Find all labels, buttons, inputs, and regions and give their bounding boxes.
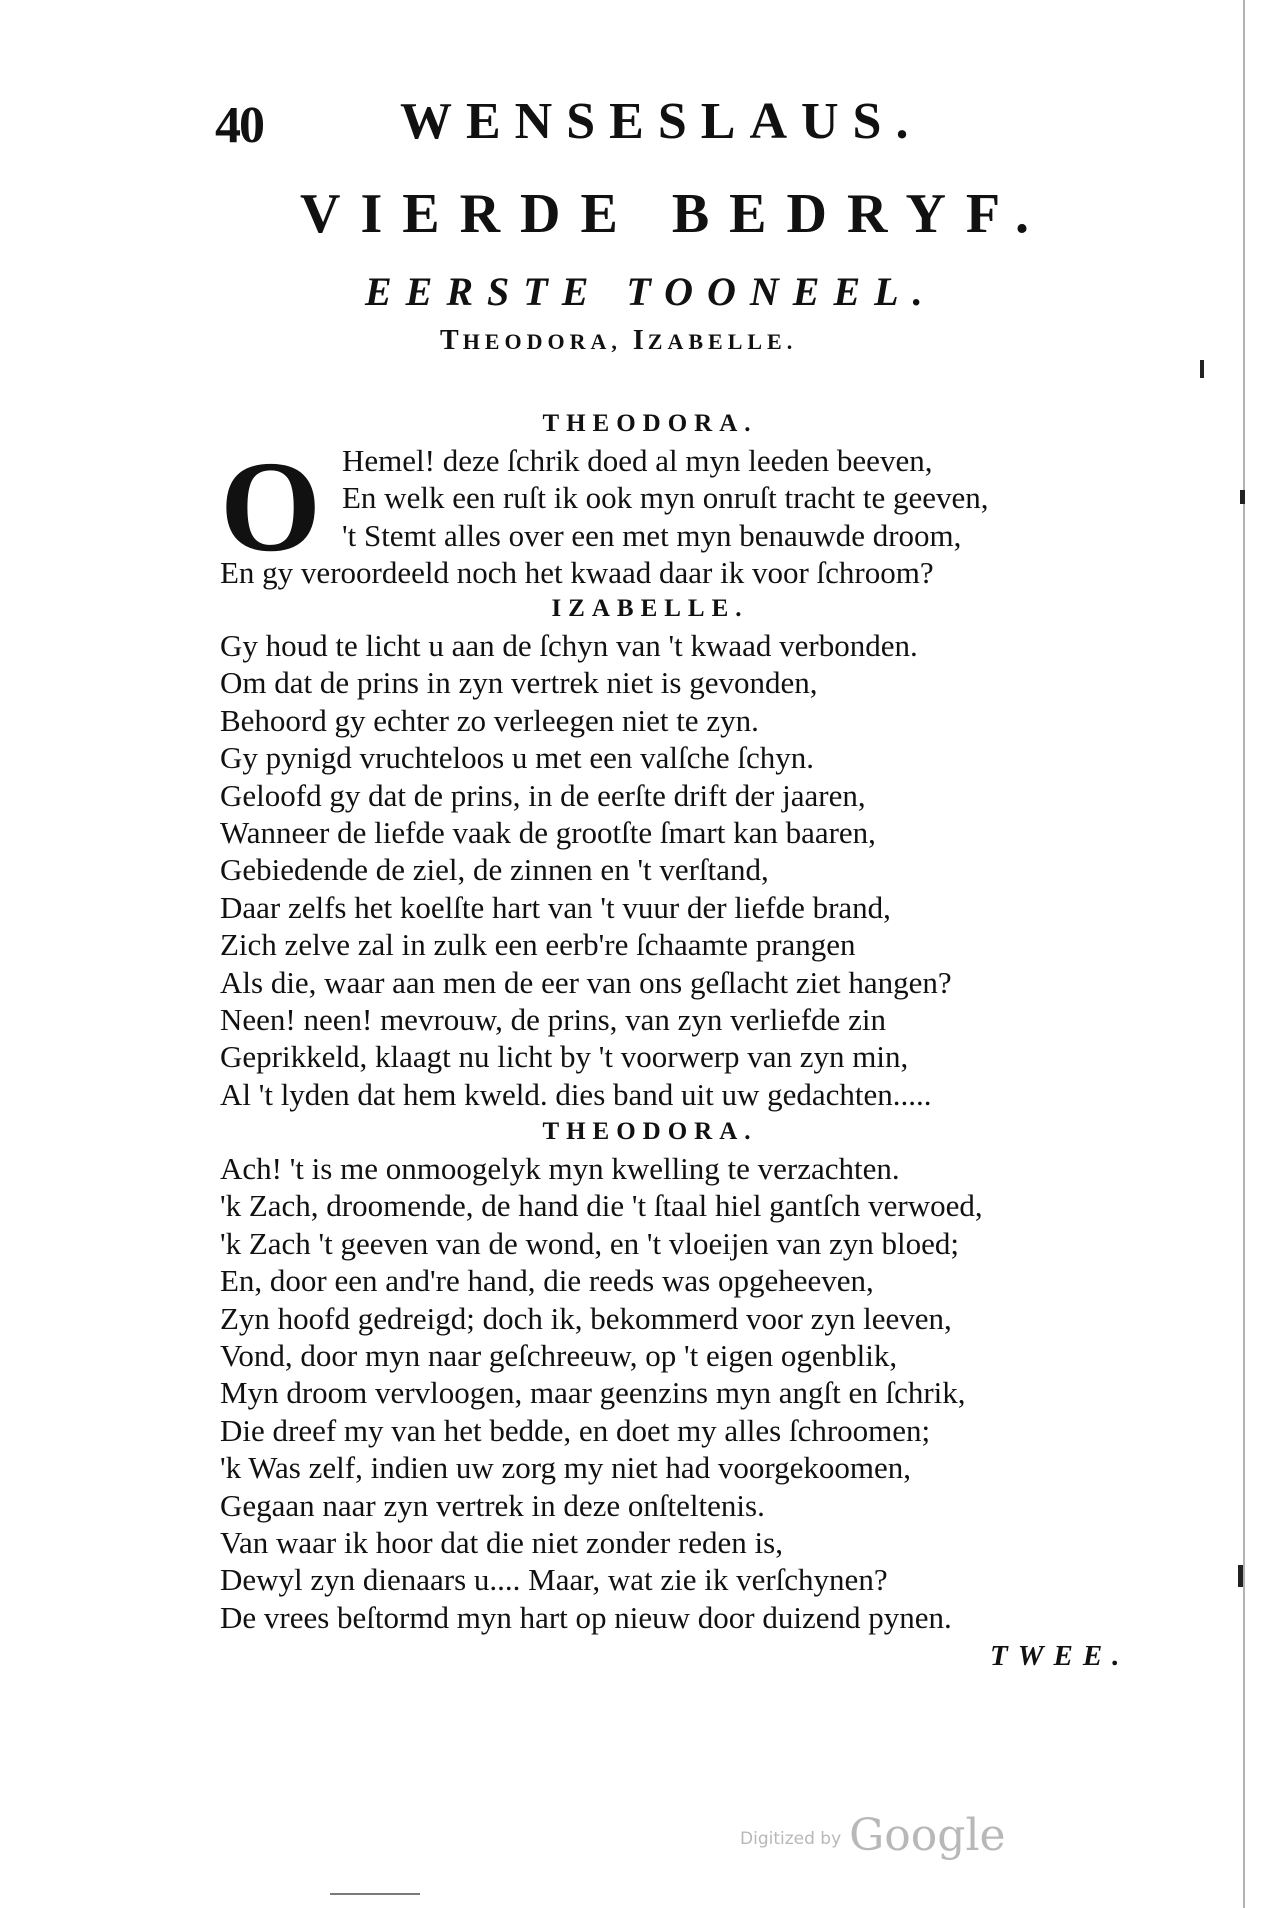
speech-theodora-1 [220, 406, 1180, 592]
verse-line: De vrees beſtormd myn hart op nieuw door duizend pynen. [220, 1599, 952, 1635]
catchword: TWEE. [990, 1640, 1130, 1672]
watermark-brand: Google [849, 1810, 1006, 1861]
verse-line: Neen! neen! mevrouw, de prins, van zyn verliefde zin [220, 1002, 886, 1038]
verse-line: Zyn hoofd gedreigd; doch ik, bekommerd voor zyn leeven, [220, 1300, 952, 1336]
act-title: VIERDE BEDRYF. [300, 183, 1049, 245]
verse-line: Wanneer de liefde vaak de grootſte ſmart kan baaren, [220, 815, 876, 851]
speech-izabelle [220, 591, 1180, 1113]
verse-line: 't Stemt alles over een met myn benauwde droom, [342, 517, 962, 553]
speaker-name: THEODORA. [542, 410, 758, 437]
verse-line: Vond, door myn naar geſchreeuw, op 't eigen ogenblik, [220, 1338, 898, 1374]
speaker-name: IZABELLE. [551, 595, 749, 622]
verse-line: Myn droom vervloogen, maar geenzins myn angſt en ſchrik, [220, 1375, 966, 1411]
speech-theodora-2 [220, 1114, 1180, 1636]
verse-line: Om dat de prins in zyn vertrek niet is gevonden, [220, 665, 818, 701]
verse-line: Geloofd gy dat de prins, in de eerſte drift der jaaren, [220, 777, 866, 813]
verse-line: Daar zelfs het koelſte hart van 't vuur der liefde brand, [220, 889, 891, 925]
margin-speck [1238, 1565, 1243, 1587]
cast-name-b: ZABELLE. [647, 329, 798, 354]
verse-line: En gy veroordeeld noch het kwaad daar ik voor ſchroom? [220, 555, 934, 591]
verse-line: Ach! 't is me onmoogelyk myn kwelling te verzachten. [220, 1151, 900, 1186]
cast-name-a: HEODORA, [462, 329, 622, 354]
verse-line: Dewyl zyn dienaars u.... Maar, wat zie ik verſchynen? [220, 1562, 888, 1598]
cast-initial-a: T [440, 325, 463, 356]
scene-title: EERSTE TOONEEL. [365, 269, 937, 314]
verse-line: Al 't lyden dat hem kweld. dies band uit uw gedachten..... [220, 1076, 932, 1112]
page-edge-line [1243, 0, 1245, 1908]
verse-line: Gebiedende de ziel, de zinnen en 't verſtand, [220, 852, 769, 888]
verse-line: Gy pynigd vruchteloos u met een valſche ſchyn. [220, 740, 815, 776]
verse-line: Gy houd te licht u aan de ſchyn van 't kwaad verbonden. [220, 628, 918, 663]
drop-cap: O [220, 435, 322, 579]
verse-line: Als die, waar aan men de eer van ons geſlacht ziet hangen? [220, 964, 952, 1000]
running-head [215, 92, 1015, 162]
verse-line: Zich zelve zal in zulk een eerb're ſchaamte prangen [220, 927, 856, 963]
cast-list [440, 325, 1040, 357]
verse-line: 'k Zach 't geeven van de wond, en 't vloeijen van zyn bloed; [220, 1225, 959, 1261]
page-number: 40 [215, 97, 263, 154]
verse-line: 'k Was zelf, indien uw zorg my niet had voorgekoomen, [220, 1450, 911, 1486]
verse-line: 'k Zach, droomende, de hand die 't ſtaal hiel gantſch verwoed, [220, 1188, 983, 1224]
verse-line: Hemel! deze ſchrik doed al myn leeden beeven, [342, 443, 933, 478]
watermark-prefix: Digitized by [740, 1829, 842, 1849]
verse-line: En, door een and're hand, die reeds was opgeheeven, [220, 1263, 874, 1299]
margin-speck [1240, 490, 1245, 504]
cast-initial-b: I [632, 325, 648, 356]
verse-line: En welk een ruſt ik ook myn onruſt tracht te geeven, [342, 480, 989, 516]
verse-line: Geprikkeld, klaagt nu licht by 't voorwerp van zyn min, [220, 1039, 909, 1075]
running-title: WENSESLAUS. [400, 93, 923, 150]
verse-line: Behoord gy echter zo verleegen niet te zyn. [220, 702, 759, 738]
google-watermark [740, 1810, 1006, 1861]
speaker-name: THEODORA. [542, 1118, 758, 1145]
bottom-scan-mark [330, 1893, 420, 1895]
verse-line: Die dreef my van het bedde, en doet my alles ſchroomen; [220, 1412, 931, 1448]
margin-speck [1200, 360, 1204, 378]
verse-line: Van waar ik hoor dat die niet zonder reden is, [220, 1525, 783, 1561]
verse-line: Gegaan naar zyn vertrek in deze onſteltenis. [220, 1487, 765, 1523]
